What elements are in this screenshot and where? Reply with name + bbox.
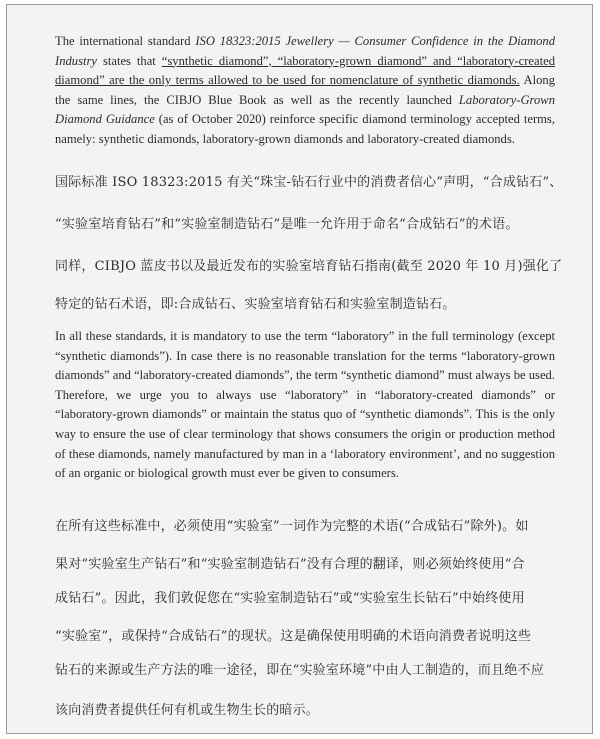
en1-sentence2-suffix: (as of October 2020) reinforce specific diamond terminology accepted terms, namely: synthetic diamonds, laboratory-grown diamonds and laboratory-created diamonds. <box>55 112 555 146</box>
zh2-line-6: 该向消费者提供任何有机或生物生长的暗示。 <box>55 703 320 718</box>
document-page <box>6 4 593 734</box>
en1-guidance-title: Laboratory-Grown Diamond Guidance <box>55 92 555 127</box>
zh1-line-2: “实验室培育钻石”和“实验室制造钻石”是唯一允许用于命名“合成钻石”的术语。 <box>55 217 519 232</box>
zh1-line-1: 国际标准 ISO 18323:2015 有关“珠宝-钻石行业中的消费者信心”声明，“合成钻石”、 <box>55 175 563 190</box>
en1-sentence1-prefix: The international standard <box>55 34 196 48</box>
en1-sentence2-prefix: Along the same lines, the CIBJO Blue Book as well as the recently launched <box>55 73 555 107</box>
english-paragraph-1 <box>55 32 555 150</box>
zh2-line-3: 成钻石”。因此，我们敦促您在“实验室制造钻石”或“实验室生长钻石”中始终使用 <box>55 591 525 606</box>
zh2-line-4: “实验室”，或保持“合成钻石”的现状。这是确保使用明确的术语向消费者说明这些 <box>55 629 532 644</box>
zh1-line-4: 特定的钻石术语，即:合成钻石、实验室培育钻石和实验室制造钻石。 <box>55 297 456 312</box>
zh1-line-3: 同样，CIBJO 蓝皮书以及最近发布的实验室培育钻石指南(截至 2020 年 10 月)强化了 <box>55 259 563 274</box>
en1-underlined-terms: “synthetic diamond”, “laboratory-grown diamond” and “laboratory-created diamond” are the only terms allowed to be used for nomenclature of synthetic diamonds. <box>55 53 556 88</box>
zh2-line-5: 钻石的来源或生产方法的唯一途径，即在“实验室环境”中由人工制造的，而且绝不应 <box>55 663 544 678</box>
en1-sentence1-mid: states that <box>96 53 162 68</box>
english-paragraph-2: In all these standards, it is mandatory to use the term “laboratory” in the full terminology (except “synthetic diamonds”). In case there is no reasonable translation for the terms “laboratory-grown diamonds” and “laboratory-created diamonds”, the term “synthetic diamond” must always be used. Therefore, we urge you to always use “laboratory” in “laboratory-created diamonds” or “laboratory-grown diamonds” or maintain the status quo of “synthetic diamonds”. This is the only way to ensure the use of clear terminology that shows consumers the origin or production method of these diamonds, namely manufactured by man in a ‘laboratory environment’, and no suggestion of an organic or biological growth must ever be given to consumers. <box>55 329 555 481</box>
chinese-paragraph-1 <box>55 173 563 312</box>
en1-standard-title: ISO 18323:2015 Jewellery — Consumer Confidence in the Diamond Industry <box>55 34 555 68</box>
zh2-line-1: 在所有这些标准中，必须使用“实验室”一词作为完整的术语(“合成钻石”除外)。如 <box>55 519 529 534</box>
chinese-paragraph-2 <box>55 517 555 718</box>
zh2-line-2: 果对“实验室生产钻石”和“实验室制造钻石”没有合理的翻译，则必须始终使用“合 <box>55 557 525 572</box>
